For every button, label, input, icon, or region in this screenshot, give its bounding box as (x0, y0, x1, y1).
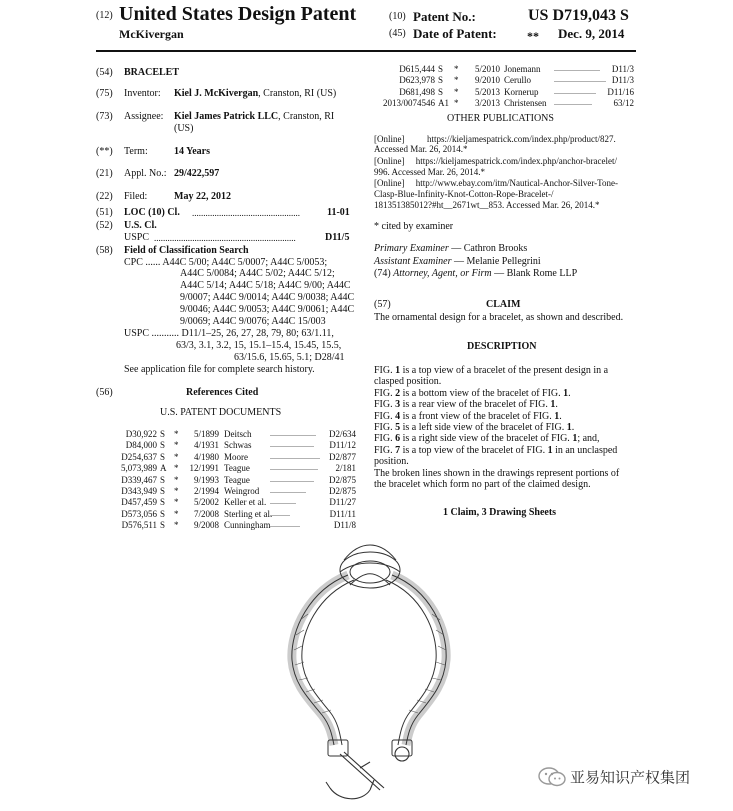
cpc-line: 9/0069; A44C 9/0076; A44C 15/003 (180, 316, 326, 327)
reference-star: * (174, 486, 179, 496)
figure-description-line (374, 445, 644, 456)
reference-date: 4/1931 (193, 440, 219, 451)
inventor-surname: McKivergan (119, 27, 184, 41)
reference-number: 5,073,989 (121, 463, 157, 474)
reference-kind: S (438, 75, 444, 86)
reference-name: Kornerup (504, 86, 539, 97)
header-code-45: (45) (389, 28, 406, 39)
publication-line: 181351385012?#ht__2671wt__853. Accessed Mar. 26, 2014.* (374, 200, 600, 210)
reference-row (120, 497, 356, 508)
fig-text: the bracelet which form no part of the claimed design. (374, 479, 591, 491)
fig-prefix: FIG. (374, 433, 396, 445)
reference-star: * (174, 520, 179, 531)
uspc-line: 63/15.6, 15.65, 5.1; D28/41 (234, 352, 345, 363)
code-51: (51) (96, 207, 113, 218)
primary-examiner-name: — Cathron Brooks (448, 243, 528, 254)
reference-row (378, 75, 634, 86)
claims-sheets-count: 1 Claim, 3 Drawing Sheets (443, 507, 557, 518)
reference-date: 5/2010 (474, 64, 500, 74)
cpc-line: A44C 5/0084; A44C 5/02; A44C 5/12; (180, 268, 335, 279)
reference-class: D11/3 (611, 64, 634, 74)
reference-number: D623,978 (399, 75, 435, 86)
reference-date: 2/1994 (193, 486, 219, 496)
publication-line: [Online] https://kieljamespatrick.com/index.php/product/827. (374, 134, 616, 144)
reference-dots: ...................... (270, 440, 314, 450)
inventor-label: Inventor: (124, 88, 161, 99)
reference-star: * (454, 86, 459, 97)
reference-dots: ...................... (270, 474, 314, 484)
fig-number: 1 (554, 410, 560, 422)
reference-kind: S (160, 508, 166, 519)
code-52: (52) (96, 220, 113, 231)
patent-no-label: Patent No.: (413, 9, 476, 24)
reference-date: 12/1991 (189, 463, 219, 474)
code-75: (75) (96, 88, 113, 99)
us-patent-docs-heading: U.S. PATENT DOCUMENTS (160, 407, 282, 418)
reference-name: Sterling et al. (224, 508, 273, 519)
reference-name: Jonemann (504, 64, 541, 74)
filed-label: Filed: (124, 191, 148, 202)
loc-dots: ................................................ (192, 208, 300, 218)
header-code-12: (12) (96, 10, 113, 21)
reference-star: * (174, 440, 179, 451)
fig-text: in an unclasped (552, 444, 618, 456)
publication-line: Clasp-Blue-Infinity-Knot-Cotton-Rope-Bracelet-/ (374, 189, 554, 199)
reference-name: Cerullo (504, 75, 531, 86)
reference-row (120, 452, 356, 463)
figure-description-line (374, 456, 644, 467)
fig-text: is a bottom view of the bracelet of FIG. (400, 387, 564, 399)
fig-number: 1 (550, 399, 556, 411)
reference-name: Teague (224, 474, 250, 485)
reference-star: * (174, 508, 179, 519)
reference-class: 2/181 (335, 463, 356, 474)
fig-text: position. (374, 456, 409, 468)
code-58: (58) (96, 245, 113, 256)
code-term: (**) (96, 146, 113, 157)
reference-star: * (454, 98, 459, 109)
code-54: (54) (96, 67, 113, 78)
figure-description-line (374, 411, 644, 422)
patent-number: US D719,043 S (528, 7, 629, 24)
reference-dots: ..................... (554, 86, 596, 96)
publication-line: 996. Accessed Mar. 26, 2014.* (374, 167, 485, 177)
bracelet-drawing (270, 540, 470, 805)
reference-dots: .......... (270, 508, 290, 518)
reference-kind: S (160, 474, 166, 485)
fig-text: is a rear view of the bracelet of FIG. (400, 399, 551, 411)
attorney-name: — Blank Rome LLP (491, 268, 578, 279)
rope-twist-lines (294, 614, 446, 713)
fig-text: is a top view of a bracelet of the present design in a (400, 365, 609, 376)
loc-value: 11-01 (327, 207, 350, 218)
reference-number: D339,467 (121, 474, 157, 485)
assignee-value (174, 111, 334, 122)
primary-examiner (374, 243, 527, 254)
uscl-label: U.S. Cl. (124, 220, 157, 231)
fig-number: 6 (395, 433, 401, 445)
reference-number: D30,922 (125, 429, 157, 439)
reference-name: Deitsch (224, 429, 252, 439)
description-heading: DESCRIPTION (467, 341, 537, 352)
reference-row (120, 463, 356, 474)
reference-row (120, 509, 356, 520)
fig-text: clasped position. (374, 376, 442, 388)
reference-row (120, 520, 356, 531)
watermark-text: 亚易知识产权集团 (570, 768, 691, 787)
reference-dots: ....................... (554, 64, 600, 73)
field-search-label: Field of Classification Search (124, 245, 249, 256)
filed-date: May 22, 2012 (174, 191, 231, 202)
fig-number: 1 (395, 365, 401, 376)
cpc-line: CPC ...... A44C 5/00; A44C 5/0007; A44C 5/0053; (124, 257, 328, 268)
reference-star: * (174, 429, 179, 439)
assistant-examiner-name: — Melanie Pellegrini (451, 256, 541, 267)
wechat-icon (538, 766, 566, 788)
reference-kind: S (438, 86, 444, 97)
fig-prefix: FIG. (374, 365, 396, 376)
fig-text: . (555, 399, 558, 411)
reference-row (120, 429, 356, 440)
reference-class: D2/875 (329, 474, 356, 485)
reference-number: D681,498 (399, 86, 435, 97)
figure-description-line (374, 479, 644, 490)
reference-kind: A1 (438, 98, 449, 109)
reference-star: * (174, 451, 179, 462)
publication-line: [Online] http://www.ebay.com/itm/Nautical-Anchor-Silver-Tone- (374, 178, 619, 188)
fig-text: is a left side view of the bracelet of FIG. (400, 422, 567, 434)
anchor-clasp (326, 747, 409, 799)
attorney-label: Attorney, Agent, or Firm (393, 268, 492, 279)
code-73: (73) (96, 111, 113, 122)
figure-description-line (374, 365, 644, 376)
fig-text: . (571, 422, 575, 434)
figure-description-line (374, 399, 644, 410)
claim-heading: CLAIM (486, 299, 521, 310)
fig-prefix: FIG. (374, 444, 396, 456)
references-cited-heading: References Cited (186, 387, 259, 398)
title-bracelet: BRACELET (124, 67, 180, 78)
uspc-value: D11/5 (325, 232, 350, 243)
assignee-location: , Cranston, RI (278, 111, 335, 122)
cited-by-examiner: * cited by examiner (374, 221, 454, 232)
reference-kind: S (160, 486, 166, 496)
reference-dots: ................... (554, 98, 592, 108)
reference-kind: S (160, 429, 166, 439)
reference-name: Weingrod (224, 486, 260, 496)
reference-name: Teague (224, 463, 250, 474)
publication-line: Accessed Mar. 26, 2014.* (374, 144, 468, 154)
date-label: Date of Patent: (413, 26, 497, 41)
reference-dots: ........................ (270, 463, 318, 473)
reference-kind: S (160, 440, 166, 451)
code-56: (56) (96, 387, 113, 398)
fig-prefix: FIG. (374, 422, 396, 434)
reference-name: Cunningham (224, 520, 271, 531)
header-rule (96, 50, 636, 52)
reference-number: D84,000 (125, 440, 157, 451)
appl-number: 29/422,597 (174, 168, 220, 179)
fig-number: 4 (395, 410, 401, 422)
reference-kind: S (160, 520, 166, 531)
fig-prefix: FIG. (374, 387, 396, 399)
reference-class: D11/12 (329, 440, 356, 451)
fig-number: 1 (547, 444, 553, 456)
reference-number: D254,637 (121, 451, 157, 462)
reference-kind: S (438, 64, 444, 74)
assistant-examiner-label: Assistant Examiner (374, 256, 452, 267)
assistant-examiner (374, 256, 541, 267)
reference-name: Moore (224, 451, 248, 462)
reference-name: Schwas (224, 440, 252, 451)
reference-class: D2/634 (329, 429, 356, 439)
reference-dots: ......................... (270, 451, 320, 461)
reference-date: 5/1899 (193, 429, 219, 439)
reference-name: Christensen (504, 98, 547, 109)
primary-examiner-label: Primary Examiner (374, 243, 449, 254)
assignee-name: Kiel James Patrick LLC (174, 111, 279, 122)
reference-number: D576,511 (121, 520, 157, 531)
fig-text: is a top view of the bracelet of FIG. (400, 444, 548, 456)
inventor-value (174, 88, 336, 99)
patent-type-title: United States Design Patent (119, 3, 357, 25)
fig-text: . (559, 410, 562, 422)
reference-row (120, 440, 356, 451)
other-publications-heading: OTHER PUBLICATIONS (447, 113, 554, 124)
fig-text: is a right side view of the bracelet of FIG. (400, 433, 573, 445)
cpc-line: 9/0007; A44C 9/0014; A44C 9/0038; A44C (180, 292, 355, 303)
reference-date: 3/2013 (474, 98, 500, 109)
reference-number: D615,444 (399, 64, 435, 74)
attorney-agent (374, 268, 577, 279)
reference-date: 4/1980 (193, 451, 219, 462)
figure-description-line (374, 422, 644, 433)
reference-row (120, 486, 356, 497)
code-22: (22) (96, 191, 113, 202)
reference-star: * (174, 497, 179, 508)
claim-text: The ornamental design for a bracelet, as shown and described. (374, 312, 624, 323)
figure-description-line (374, 388, 644, 399)
reference-kind: S (160, 451, 166, 462)
reference-class: D2/875 (329, 486, 356, 496)
reference-name: Keller et al. (224, 497, 267, 508)
cpc-line: A44C 5/14; A44C 5/18; A44C 9/00; A44C (180, 280, 351, 291)
fig-number: 3 (395, 399, 401, 411)
reference-number: D457,459 (121, 497, 157, 508)
reference-number: D573,056 (121, 508, 157, 519)
reference-row (120, 475, 356, 486)
fig-prefix: FIG. (374, 410, 396, 422)
assignee-label: Assignee: (124, 111, 164, 122)
reference-row (378, 87, 634, 98)
reference-class: D11/8 (333, 520, 356, 531)
reference-star: * (454, 64, 459, 74)
reference-class: D11/16 (607, 86, 634, 97)
code-74: (74) (374, 268, 391, 279)
fig-text: is a front view of the bracelet of FIG. (400, 410, 555, 422)
code-57: (57) (374, 299, 391, 310)
reference-dots: ....................... (270, 429, 316, 438)
reference-dots: .......................... (554, 75, 606, 85)
assignee-country: (US) (174, 123, 194, 134)
reference-number: 2013/0074546 (382, 98, 435, 109)
figure-description-line (374, 376, 644, 387)
reference-class: D11/27 (329, 497, 356, 508)
reference-class: 63/12 (613, 98, 634, 109)
reference-date: 7/2008 (193, 508, 219, 519)
figure-descriptions (374, 365, 644, 490)
fig-number: 1 (563, 387, 569, 399)
reference-dots: ............... (270, 520, 300, 530)
reference-dots: .................. (270, 486, 306, 495)
bracelet-rope (292, 545, 446, 745)
reference-kind: S (160, 497, 166, 508)
fig-number: 7 (395, 444, 401, 456)
appl-label: Appl. No.: (124, 168, 167, 179)
code-21: (21) (96, 168, 113, 179)
loc-label: LOC (10) Cl. (124, 207, 180, 218)
reference-star: * (174, 463, 179, 474)
fig-prefix: FIG. (374, 399, 396, 411)
patent-date: Dec. 9, 2014 (558, 26, 625, 41)
uspc-dots: ............................................................... (154, 233, 296, 243)
fig-text: . (568, 387, 571, 399)
reference-dots: ............. (270, 497, 296, 507)
reference-row (378, 64, 634, 75)
term-value: 14 Years (174, 146, 211, 157)
reference-class: D11/3 (611, 75, 634, 86)
reference-class: D2/877 (329, 451, 356, 462)
reference-star: * (454, 75, 459, 86)
fig-number: 2 (395, 387, 401, 399)
cpc-line: 9/0046; A44C 9/0053; A44C 9/0061; A44C (180, 304, 355, 315)
publication-line: [Online] https://kieljamespatrick.com/index.php/anchor-bracelet/ (374, 156, 617, 166)
reference-star: * (174, 474, 179, 485)
reference-class: D11/11 (329, 508, 356, 519)
fig-number: 1 (572, 433, 578, 445)
reference-date: 5/2013 (474, 86, 500, 97)
fig-text: The broken lines shown in the drawings represent portions of (374, 467, 620, 479)
reference-date: 9/1993 (193, 474, 219, 485)
uspc-label: USPC (124, 232, 150, 243)
uspc-line: 63/3, 3.1, 3.2, 15, 15.1–15.4, 15.45, 15.5, (176, 340, 342, 351)
date-asterisks: ** (527, 29, 539, 43)
reference-date: 9/2010 (474, 75, 500, 86)
term-label: Term: (124, 146, 148, 157)
reference-number: D343,949 (121, 486, 157, 496)
fig-text: ; and, (577, 433, 600, 445)
figure-description-line (374, 433, 644, 444)
reference-date: 5/2002 (193, 497, 219, 508)
uspc-line: USPC ........... D11/1–25, 26, 27, 28, 79, 80; 63/1.11, (124, 328, 334, 339)
watermark (538, 766, 690, 788)
inventor-location: , Cranston, RI (US) (258, 88, 337, 99)
inventor-name: Kiel J. McKivergan (174, 88, 259, 99)
header-code-10: (10) (389, 11, 406, 22)
figure-description-line (374, 468, 644, 479)
fig-number: 5 (395, 422, 401, 434)
search-history-note: See application file for complete search history. (124, 364, 315, 375)
reference-date: 9/2008 (193, 520, 219, 531)
reference-row (378, 98, 634, 109)
reference-kind: A (160, 463, 167, 474)
fig-number: 1 (566, 422, 572, 434)
